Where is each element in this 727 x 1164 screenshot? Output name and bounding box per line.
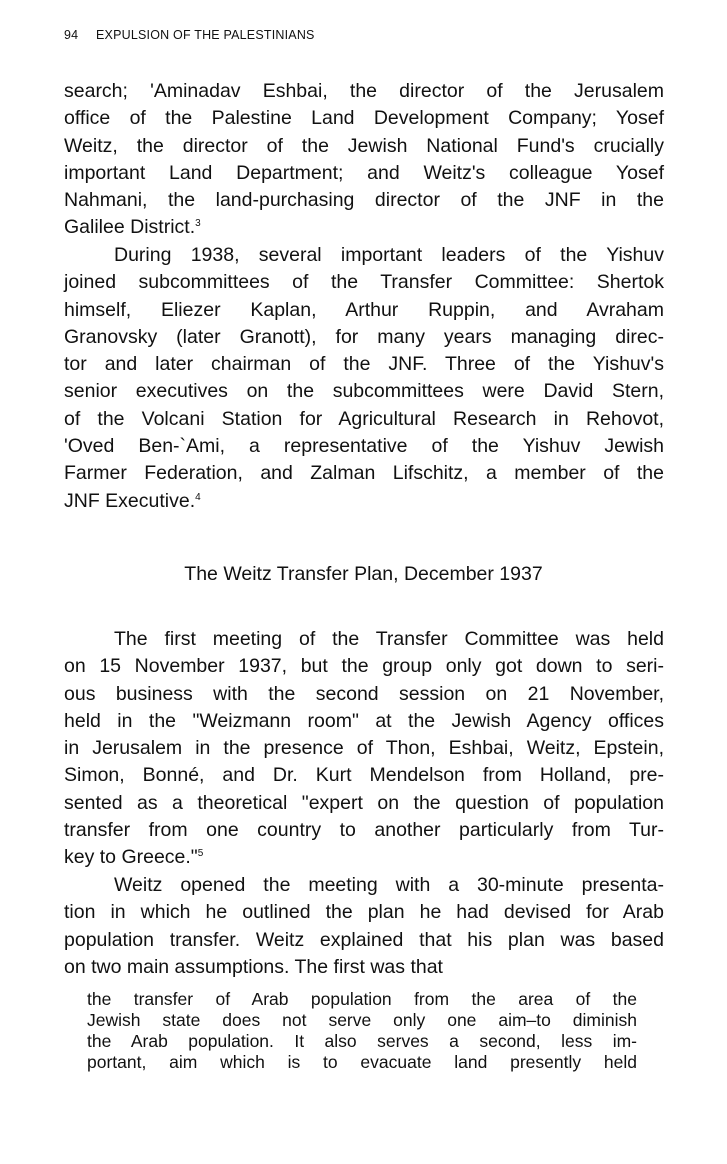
text-line: During 1938, several important leaders of the Yishuv <box>114 244 664 266</box>
text-line: important Land Department; and Weitz's colleague Yosef <box>64 161 664 184</box>
text-line: The first meeting of the Transfer Committee was held <box>114 628 664 650</box>
text-line: Weitz, the director of the Jewish National Fund's crucially <box>64 134 664 157</box>
text-line: office of the Palestine Land Development Company; Yosef <box>64 107 664 130</box>
text-line-last <box>64 844 664 871</box>
section-heading: The Weitz Transfer Plan, December 1937 <box>184 563 543 585</box>
text-line: of the Volcani Station for Agricultural Research in Rehovot, <box>64 407 664 430</box>
text-line-last: on two main assumptions. The first was that <box>64 955 443 978</box>
text-line: senior executives on the subcommittees were David Stern, <box>64 380 664 403</box>
text-line: population transfer. Weitz explained that his plan was based <box>64 928 664 951</box>
running-title: EXPULSION OF THE PALESTINIANS <box>96 28 315 42</box>
quote-line: the Arab population. It also serves a second, less im- <box>87 1031 637 1051</box>
paragraph-4 <box>64 872 664 981</box>
quote-line: the transfer of Arab population from the area of the <box>87 989 637 1009</box>
quote-line: portant, aim which is to evacuate land presently held <box>87 1052 637 1072</box>
quote-line: Jewish state does not serve only one aim–to diminish <box>87 1010 637 1030</box>
text-line-last <box>64 488 664 515</box>
text-line: transfer from one country to another particularly from Tur- <box>64 819 664 842</box>
footnote-marker[interactable]: 3 <box>195 218 201 230</box>
text-line: Weitz opened the meeting with a 30-minute presenta- <box>114 874 664 896</box>
paragraph-3 <box>64 626 664 872</box>
text-line: Nahmani, the land-purchasing director of the JNF in the <box>64 189 664 212</box>
text-line: sented as a theoretical "expert on the question of population <box>64 791 664 814</box>
text-line: Farmer Federation, and Zalman Lifschitz, a member of the <box>64 462 664 485</box>
text-line: in Jerusalem in the presence of Thon, Eshbai, Weitz, Epstein, <box>64 737 664 760</box>
text-fragment: Galilee District. <box>64 216 196 239</box>
text-line: joined subcommittees of the Transfer Committee: Shertok <box>64 271 664 294</box>
text-line: tor and later chairman of the JNF. Three of the Yishuv's <box>64 353 664 376</box>
block-quote <box>87 989 637 1073</box>
text-fragment: key to Greece." <box>64 846 198 869</box>
paragraph-1 <box>64 78 664 242</box>
footnote-marker[interactable]: 4 <box>195 491 201 503</box>
paragraph-2 <box>64 242 664 515</box>
text-fragment: JNF Executive. <box>64 489 196 512</box>
text-line: himself, Eliezer Kaplan, Arthur Ruppin, and Avraham <box>64 298 664 321</box>
text-line: search; 'Aminadav Eshbai, the director of the Jerusalem <box>64 80 664 102</box>
text-line-last <box>64 214 664 241</box>
text-line: 'Oved Ben-`Ami, a representative of the Yishuv Jewish <box>64 435 664 458</box>
text-line: Simon, Bonné, and Dr. Kurt Mendelson from Holland, pre- <box>64 764 664 787</box>
page-number: 94 <box>64 28 79 42</box>
running-header <box>64 28 315 42</box>
text-line: on 15 November 1937, but the group only got down to seri- <box>64 655 664 678</box>
text-line: held in the "Weizmann room" at the Jewish Agency offices <box>64 709 664 732</box>
text-line: Granovsky (later Granott), for many years managing direc- <box>64 325 664 348</box>
text-line: ous business with the second session on 21 November, <box>64 682 664 705</box>
text-line: tion in which he outlined the plan he had devised for Arab <box>64 901 664 924</box>
footnote-marker[interactable]: 5 <box>197 848 204 860</box>
